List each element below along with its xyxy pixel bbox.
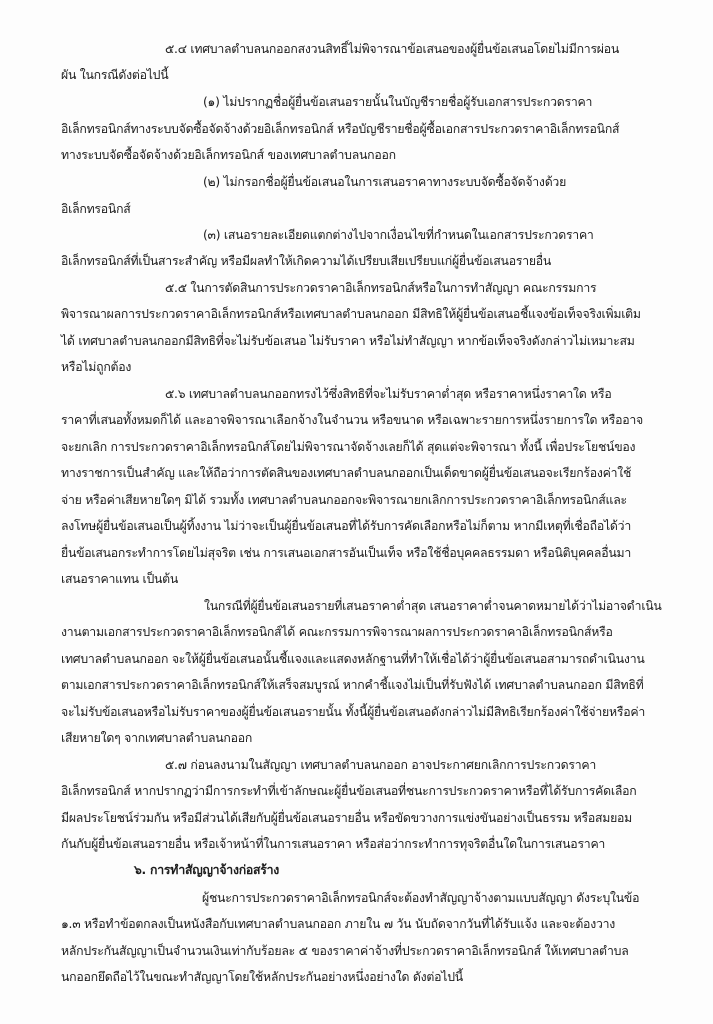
clause-5-5-line-2: พิจารณาผลการประกวดราคาอิเล็กทรอนิกส์หรือเทศบาลตำบลนกออก มีสิทธิให้ผู้ยื่นข้อเสนอชี้แจงข้อเท็จจริงเพิ่มเติม — [61, 307, 641, 321]
low-bid-para-line-2: งานตามเอกสารประกวดราคาอิเล็กทรอนิกส์ได้ คณะกรรมการพิจารณาผลการประกวดราคาอิเล็กทรอนิกส์หรือ — [61, 625, 613, 639]
clause-5-5-line-4: หรือไม่ถูกต้อง — [61, 360, 132, 374]
clause-5-4-line-2: ผัน ในกรณีดังต่อไปนี้ — [61, 68, 169, 82]
clause-5-6-line-8: เสนอราคาแทน เป็นต้น — [61, 572, 179, 586]
clause-5-4-line-1: ๕.๔ เทศบาลตำบลนกออกสงวนสิทธิ์ไม่พิจารณาข้อเสนอของผู้ยื่นข้อเสนอโดยไม่มีการผ่อน — [165, 42, 620, 56]
clause-5-6-line-7: ยื่นข้อเสนอกระทำการโดยไม่สุจริต เช่น การเสนอเอกสารอันเป็นเท็จ หรือใช้ชื่อบุคคลธรรมดา หรือนิติบุคคลอื่นมา — [61, 546, 631, 560]
item-1-line-2: อิเล็กทรอนิกส์ทางระบบจัดซื้อจัดจ้างด้วยอิเล็กทรอนิกส์ หรือบัญชีรายชื่อผู้ซื้อเอกสารประกวดราคาอิเล็กทรอนิกส์ — [61, 122, 620, 136]
clause-5-7-line-3: มีผลประโยชน์ร่วมกัน หรือมีส่วนได้เสียกับผู้ยื่นข้อเสนอรายอื่น หรือขัดขวางการแข่งขันอย่างเป็นธรรม หรือสมยอม — [61, 811, 633, 825]
clause-5-6-line-2: ราคาที่เสนอทั้งหมดก็ได้ และอาจพิจารณาเลือกจ้างในจำนวน หรือขนาด หรือเฉพาะรายการหนึ่งรายการใด หรืออาจ — [61, 413, 643, 427]
clause-5-6-line-6: ลงโทษผู้ยื่นข้อเสนอเป็นผู้ทิ้งงาน ไม่ว่าจะเป็นผู้ยื่นข้อเสนอที่ได้รับการคัดเลือกหรือไม่ก็ตาม หากมีเหตุที่เชื่อถือได้ว่า — [61, 519, 631, 533]
low-bid-para-line-6: เสียหายใดๆ จากเทศบาลตำบลนกออก — [61, 731, 253, 745]
item-2-line-1: (๒) ไม่กรอกชื่อผู้ยื่นข้อเสนอในการเสนอราคาทางระบบจัดซื้อจัดจ้างด้วย — [203, 175, 567, 189]
low-bid-para-line-5: จะไม่รับข้อเสนอหรือไม่รับราคาของผู้ยื่นข้อเสนอรายนั้น ทั้งนี้ผู้ยื่นข้อเสนอดังกล่าวไม่มีสิทธิเรียกร้องค่าใช้จ่ายหรือค่า — [61, 705, 645, 719]
item-1-line-1: (๑) ไม่ปรากฏชื่อผู้ยื่นข้อเสนอรายนั้นในบัญชีรายชื่อผู้รับเอกสารประกวดราคา — [203, 95, 593, 109]
clause-5-7-line-2: อิเล็กทรอนิกส์ หากปรากฏว่ามีการกระทำที่เข้าลักษณะผู้ยื่นข้อเสนอที่ชนะการประกวดราคาหรือที่ได้รับการคัดเลือก — [61, 784, 637, 798]
clause-5-7-line-4: กันกับผู้ยื่นข้อเสนอรายอื่น หรือเจ้าหน้าที่ในการเสนอราคา หรือส่อว่ากระทำการทุจริตอื่นใดในการเสนอราคา — [61, 837, 606, 851]
clause-5-6-line-4: ทางราชการเป็นสำคัญ และให้ถือว่าการตัดสินของเทศบาลตำบลนกออกเป็นเด็ดขาดผู้ยื่นข้อเสนอจะเรียกร้องค่าใช้ — [61, 466, 632, 480]
clause-5-5-line-3: ได้ เทศบาลตำบลนกออกมีสิทธิที่จะไม่รับข้อเสนอ ไม่รับราคา หรือไม่ทำสัญญา หากข้อเท็จจริงดังกล่าวไม่เหมาะสม — [61, 334, 635, 348]
clause-5-7-line-1: ๕.๗ ก่อนลงนามในสัญญา เทศบาลตำบลนกออก อาจประกาศยกเลิกการประกวดราคา — [165, 758, 597, 772]
low-bid-para-line-1: ในกรณีที่ผู้ยื่นข้อเสนอรายที่เสนอราคาต่ำสุด เสนอราคาต่ำจนคาดหมายได้ว่าไม่อาจดำเนิน — [204, 599, 662, 613]
item-1-line-3: ทางระบบจัดซื้อจัดจ้างด้วยอิเล็กทรอนิกส์ ของเทศบาลตำบลนกออก — [61, 148, 396, 162]
clause-5-6-line-5: จ่าย หรือค่าเสียหายใดๆ มิได้ รวมทั้ง เทศบาลตำบลนกออกจะพิจารณายกเลิกการประกวดราคาอิเล็กทรอนิกส์และ — [61, 493, 627, 507]
item-2-line-2: อิเล็กทรอนิกส์ — [61, 202, 131, 216]
section-6-line-4: นกออกยึดถือไว้ในขณะทำสัญญาโดยใช้หลักประกันอย่างหนึ่งอย่างใด ดังต่อไปนี้ — [61, 970, 463, 984]
section-6-line-1: ผู้ชนะการประกวดราคาอิเล็กทรอนิกส์จะต้องทำสัญญาจ้างตามแบบสัญญา ดังระบุในข้อ — [202, 891, 640, 905]
clause-5-5-line-1: ๕.๕ ในการตัดสินการประกวดราคาอิเล็กทรอนิกส์หรือในการทำสัญญา คณะกรรมการ — [165, 281, 597, 295]
item-3-line-1: (๓) เสนอรายละเอียดแตกต่างไปจากเงื่อนไขที่กำหนดในเอกสารประกวดราคา — [203, 228, 594, 242]
section-6-heading: ๖. การทำสัญญาจ้างก่อสร้าง — [134, 863, 280, 877]
low-bid-para-line-4: ตามเอกสารประกวดราคาอิเล็กทรอนิกส์ให้เสร็จสมบูรณ์ หากคำชี้แจงไม่เป็นที่รับฟังได้ เทศบาลตำบลนกออก มีสิทธิที่ — [61, 678, 644, 692]
clause-5-6-line-3: จะยกเลิก การประกวดราคาอิเล็กทรอนิกส์โดยไม่พิจารณาจัดจ้างเลยก็ได้ สุดแต่จะพิจารณา ทั้งนี้ เพื่อประโยชน์ของ — [61, 440, 636, 454]
section-6-line-2: ๑.๓ หรือทำข้อตกลงเป็นหนังสือกับเทศบาลตำบลนกออก ภายใน ๗ วัน นับถัดจากวันที่ได้รับแจ้ง และจะต้องวาง — [61, 917, 616, 931]
section-6-line-3: หลักประกันสัญญาเป็นจำนวนเงินเท่ากับร้อยละ ๕ ของราคาค่าจ้างที่ประกวดราคาอิเล็กทรอนิกส์ ให้เทศบาลตำบล — [61, 944, 629, 958]
clause-5-6-line-1: ๕.๖ เทศบาลตำบลนกออกทรงไว้ซึ่งสิทธิที่จะไม่รับราคาต่ำสุด หรือราคาหนึ่งราคาใด หรือ — [165, 387, 612, 401]
item-3-line-2: อิเล็กทรอนิกส์ที่เป็นสาระสำคัญ หรือมีผลทำให้เกิดความได้เปรียบเสียเปรียบแก่ผู้ยื่นข้อเสนอรายอื่น — [61, 254, 552, 268]
low-bid-para-line-3: เทศบาลตำบลนกออก จะให้ผู้ยื่นข้อเสนอนั้นชี้แจงและแสดงหลักฐานที่ทำให้เชื่อได้ว่าผู้ยื่นข้อเสนอสามารถดำเนินงาน — [61, 652, 645, 666]
